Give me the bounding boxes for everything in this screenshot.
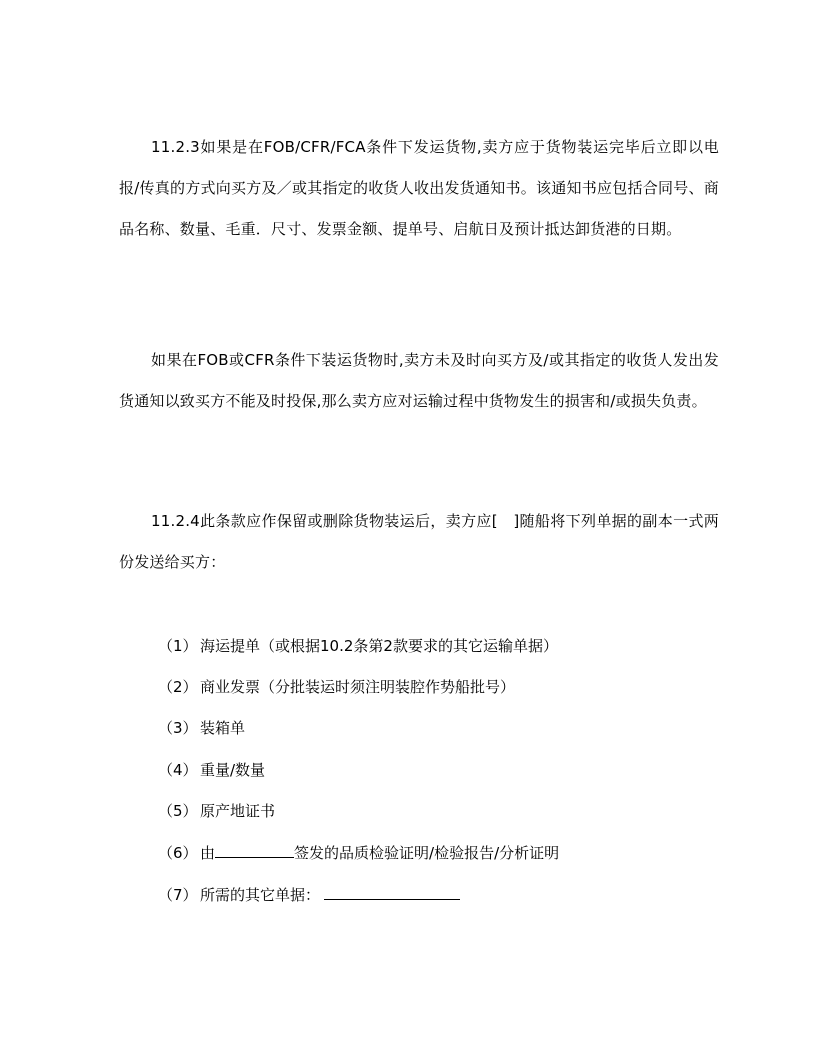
shipment-notice-liability-paragraph: 如果在FOB或CFR条件下装运货物时,卖方未及时向买方及/或其指定的收货人发出发货通知以致买方不能及时投保,那么卖方应对运输过程中货物发生的损害和/或损失负责。 bbox=[119, 351, 719, 410]
list-item-number: （7） bbox=[158, 886, 198, 904]
list-item bbox=[158, 758, 265, 782]
list-item-number: （2） bbox=[158, 678, 198, 696]
list-item-text: 重量/数量 bbox=[200, 761, 266, 779]
list-item bbox=[158, 675, 515, 699]
list-item-text: 原产地证书 bbox=[200, 802, 276, 820]
issuer-blank-line bbox=[215, 842, 294, 858]
list-item-text-after: 签发的品质检验证明/检验报告/分析证明 bbox=[294, 844, 560, 862]
clause-11-2-4-paragraph: 11.2.4此条款应作保留或删除货物装运后，卖方应[ ]随船将下列单据的副本一式两份发送给买方： bbox=[119, 512, 719, 571]
list-item-number: （5） bbox=[158, 802, 198, 820]
list-item-text: 装箱单 bbox=[200, 719, 246, 737]
list-item bbox=[158, 883, 460, 907]
list-item bbox=[158, 799, 275, 823]
list-item-text: 所需的其它单据： bbox=[200, 886, 321, 904]
list-item-text: 商业发票（分批装运时须注明装腔作势船批号） bbox=[200, 678, 516, 696]
other-documents-blank-line bbox=[324, 884, 460, 900]
list-item bbox=[158, 841, 559, 865]
list-item bbox=[158, 716, 245, 740]
list-item-number: （6） bbox=[158, 844, 198, 862]
list-item-number: （3） bbox=[158, 719, 198, 737]
list-item bbox=[158, 634, 558, 658]
list-item-text: 海运提单（或根据10.2条第2款要求的其它运输单据） bbox=[200, 637, 558, 655]
list-item-number: （1） bbox=[158, 637, 198, 655]
list-item-text-before: 由 bbox=[200, 844, 216, 862]
list-item-number: （4） bbox=[158, 761, 198, 779]
clause-11-2-3-paragraph: 11.2.3如果是在FOB/CFR/FCA条件下发运货物,卖方应于货物装运完毕后立即以电报/传真的方式向买方及／或其指定的收货人收出发货通知书。该通知书应包括合同号、商品名称、数量、毛重．尺寸、发票金额、提单号、启航日及预计抵达卸货港的日期。 bbox=[119, 138, 719, 238]
